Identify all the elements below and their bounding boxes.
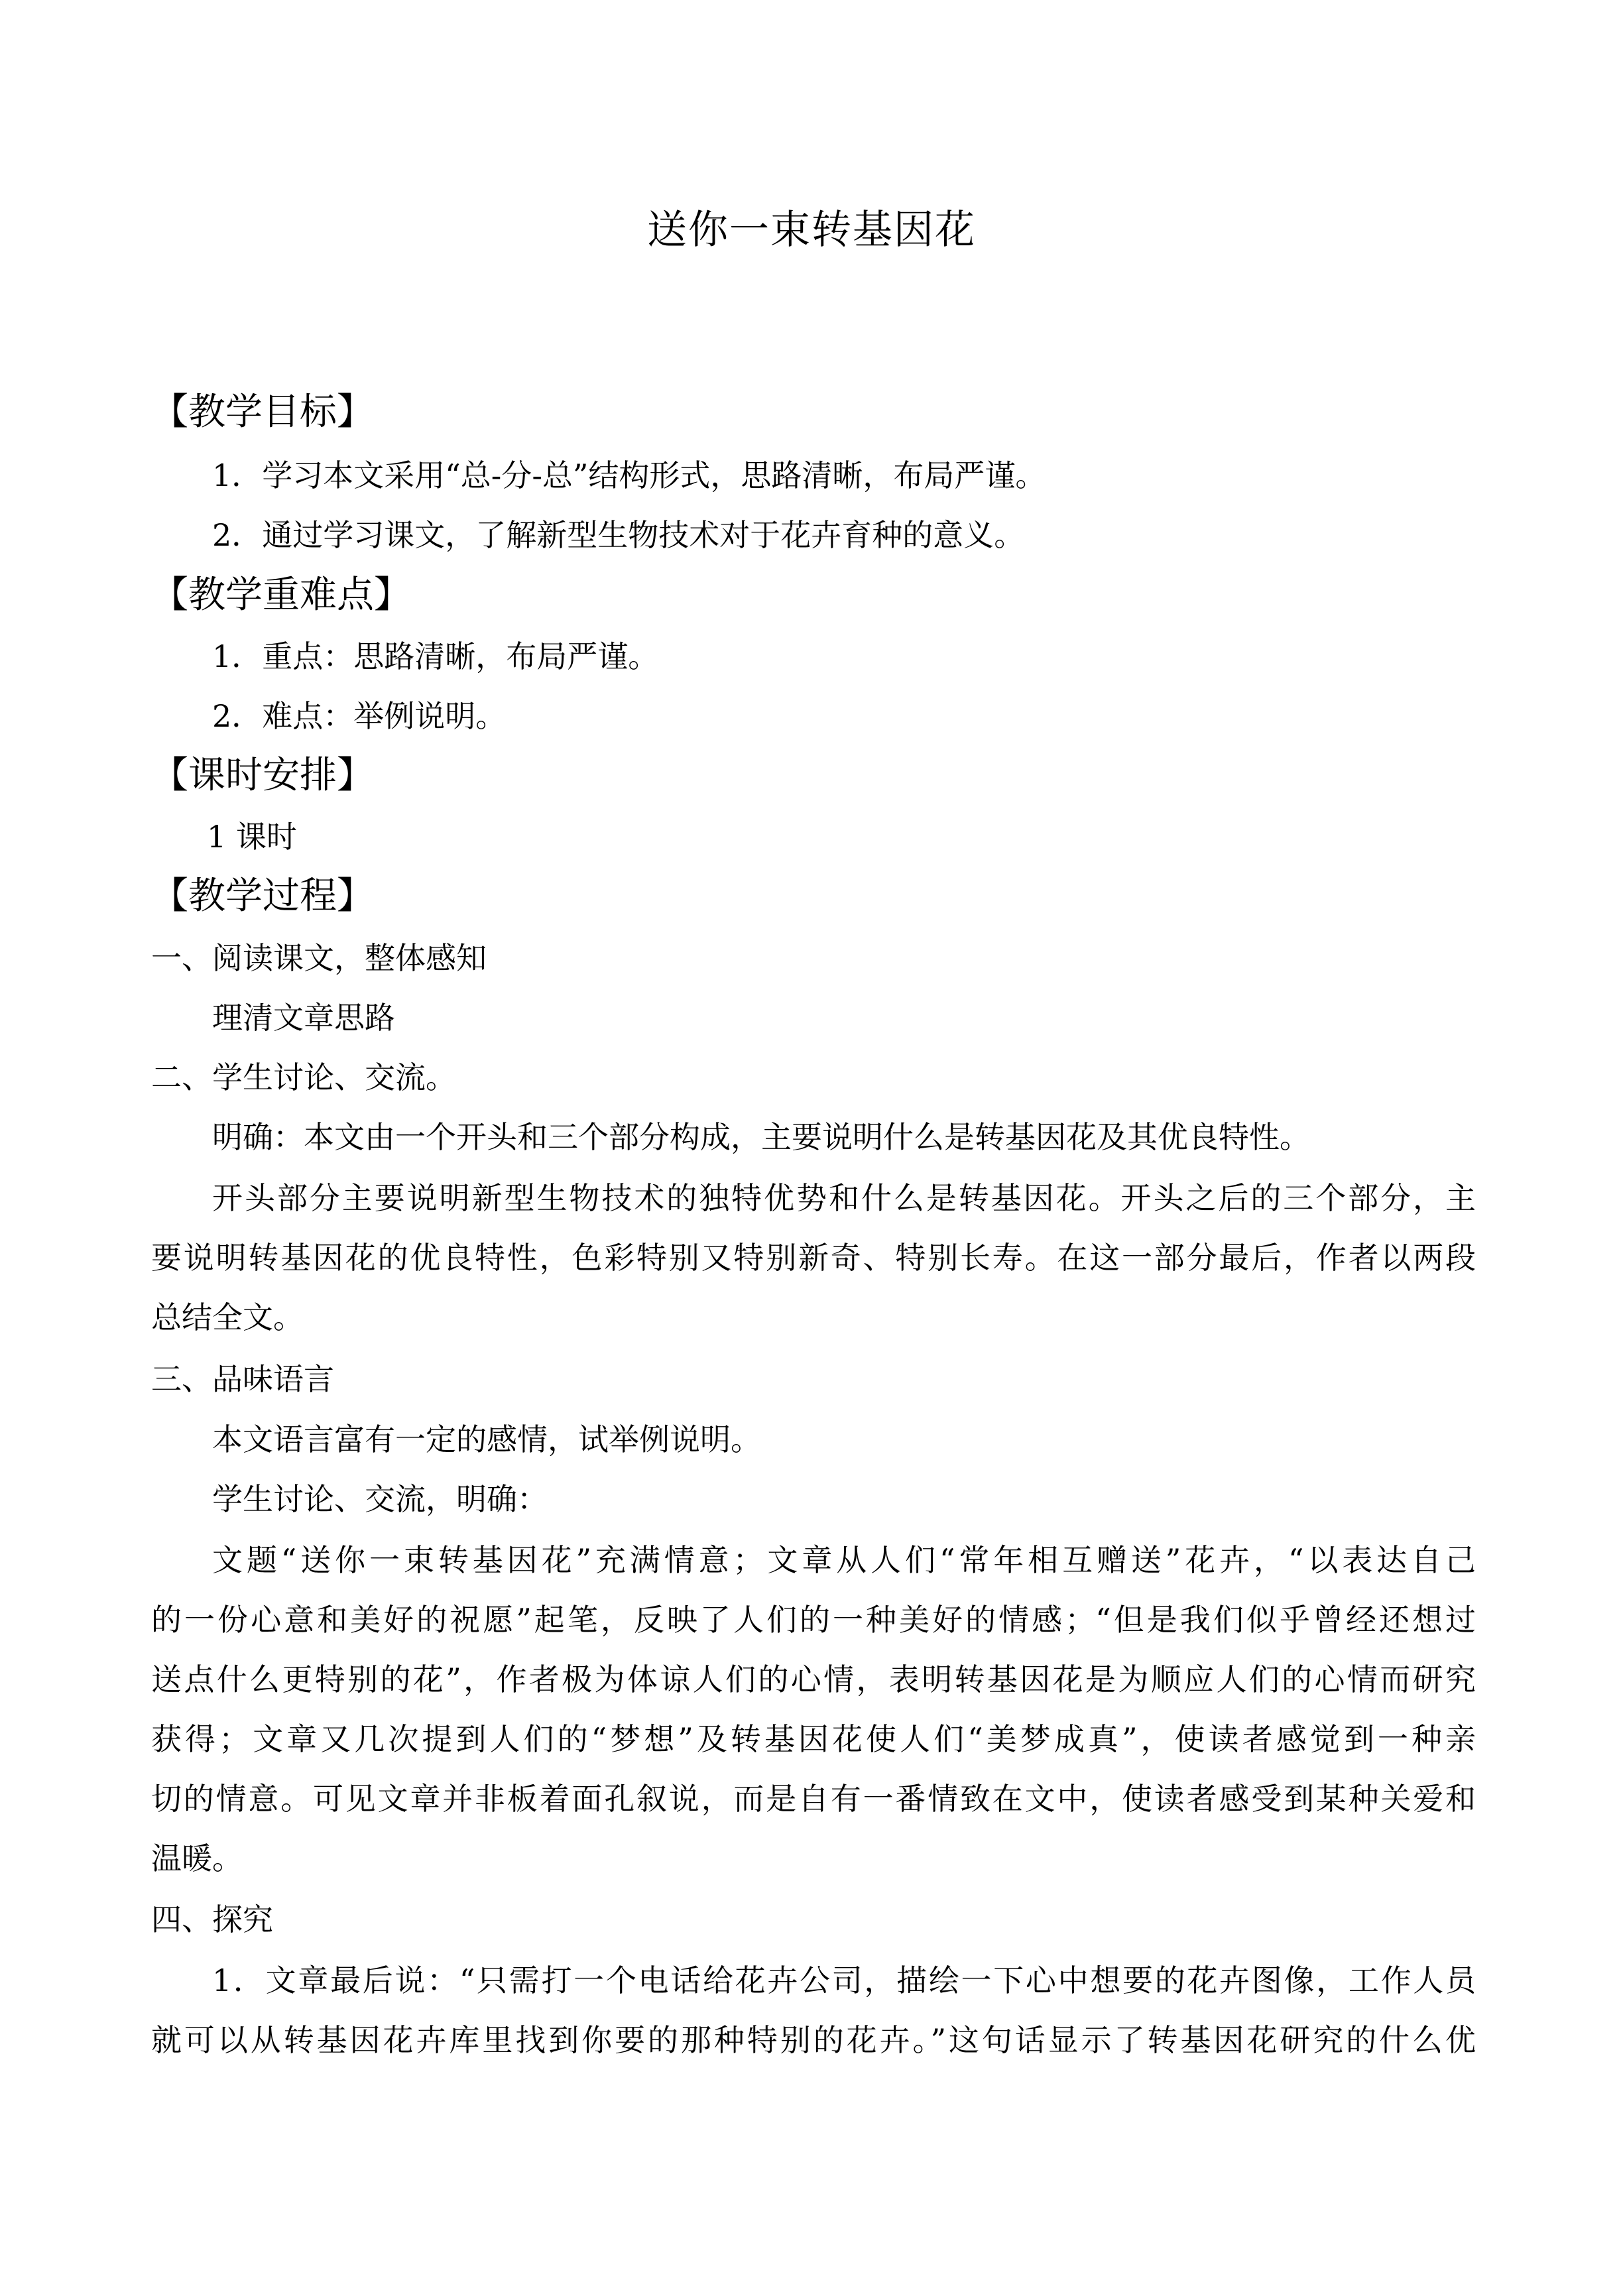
paragraph-line: 总结全文。 [151,1299,304,1335]
section-heading-process: 【教学过程】 [151,875,374,918]
key-point-item: 1．重点：思路清晰，布局严谨。 [212,638,659,674]
step-title: 二、学生讨论、交流。 [151,1059,456,1095]
paragraph-line: 就可以从转基因花卉库里找到你要的那种特别的花卉。”这句话显示了转基因花研究的什么优 [151,2022,1476,2058]
paragraph-line: 文题“送你一束转基因花”充满情意；文章从人们“常年相互赠送”花卉，“以表达自己 [212,1542,1476,1578]
paragraph-line: 开头部分主要说明新型生物技术的独特优势和什么是转基因花。开头之后的三个部分，主 [212,1180,1476,1216]
goal-item: 2．通过学习课文，了解新型生物技术对于花卉育种的意义。 [212,517,1025,553]
step-title: 三、品味语言 [151,1361,334,1397]
section-heading-goals: 【教学目标】 [151,391,374,434]
key-point-item: 2．难点：举例说明。 [212,698,507,734]
paragraph-line: 获得；文章又几次提到人们的“梦想”及转基因花使人们“美梦成真”，使读者感觉到一种亲 [151,1721,1476,1757]
paragraph-line: 明确：本文由一个开头和三个部分构成，主要说明什么是转基因花及其优良特性。 [212,1119,1310,1155]
step-title: 四、探究 [151,1902,273,1937]
section-heading-schedule: 【课时安排】 [151,754,374,797]
paragraph-line: 的一份心意和美好的祝愿”起笔，反映了人们的一种美好的情感；“但是我们似乎曾经还想过 [151,1602,1476,1638]
goal-item: 1．学习本文采用“总-分-总”结构形式，思路清晰，布局严谨。 [212,457,1046,493]
paragraph-line: 1．文章最后说：“只需打一个电话给花卉公司，描绘一下心中想要的花卉图像，工作人员 [212,1963,1476,1998]
paragraph-line: 送点什么更特别的花”，作者极为体谅人们的心情，表明转基因花是为顺应人们的心情而研究 [151,1662,1476,1697]
paragraph-line: 温暖。 [151,1841,243,1876]
paragraph-line: 本文语言富有一定的感情，试举例说明。 [212,1421,761,1457]
paragraph-line: 学生讨论、交流，明确： [212,1481,548,1517]
section-heading-key-points: 【教学重难点】 [151,574,411,617]
step-title: 一、阅读课文，整体感知 [151,940,487,976]
document-title: 送你一束转基因花 [647,207,976,253]
paragraph-line: 切的情意。可见文章并非板着面孔叙说，而是自有一番情致在文中，使读者感受到某种关爱和 [151,1781,1476,1817]
paragraph-line: 要说明转基因花的优良特性，色彩特别又特别新奇、特别长寿。在这一部分最后，作者以两段 [151,1240,1476,1276]
step-text: 理清文章思路 [212,1000,395,1036]
schedule-text: 1 课时 [207,819,297,855]
